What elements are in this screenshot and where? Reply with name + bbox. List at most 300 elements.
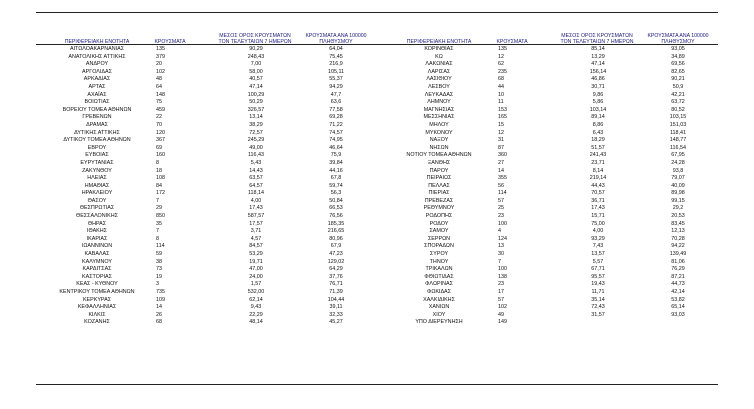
region-name: ΚΩ [435, 53, 443, 60]
table-row [38, 92, 378, 100]
avg-value: 63,57 [249, 175, 263, 182]
cases-value: 57 [498, 197, 504, 204]
cases-value: 30 [498, 251, 504, 258]
avg-value: 7,43 [592, 243, 604, 250]
left-table-body [38, 46, 378, 327]
per100k-value: 118,41 [669, 129, 687, 136]
per100k-value: 64,29 [329, 266, 343, 273]
cases-value: 153 [498, 106, 507, 113]
region-name: ΥΠΟ ΔΙΕΡΕΥΝΗΣΗ [415, 319, 463, 326]
table-row [38, 152, 378, 160]
per100k-value: 69,28 [329, 114, 343, 121]
per100k-value: 75,9 [330, 152, 342, 159]
avg-value: 53,29 [249, 251, 263, 258]
avg-value: 31,57 [591, 311, 605, 318]
region-name: ΚΙΛΚΙΣ [88, 311, 106, 318]
avg-value: 4,00 [592, 228, 604, 235]
avg-value: 44,43 [591, 182, 605, 189]
region-name: ΔΥΤΙΚΟΥ ΤΟΜΕΑ ΑΘΗΝΩΝ [63, 137, 131, 144]
region-name: ΑΡΓΟΛΙΔΑΣ [82, 68, 112, 75]
table-row [38, 122, 378, 130]
cases-value: 459 [156, 106, 165, 113]
region-name: ΠΑΡΟΥ [429, 167, 449, 174]
table-row [380, 92, 720, 100]
per100k-value: 44,16 [329, 167, 343, 174]
cases-value: 160 [156, 152, 165, 159]
table-row [380, 122, 720, 130]
left-table [38, 26, 378, 327]
cases-value: 135 [156, 46, 165, 52]
avg-value: 7,00 [250, 61, 262, 68]
region-name: ΑΙΤΩΛΟΑΚΑΡΝΑΝΙΑΣ [69, 46, 125, 52]
cases-value: 14 [156, 304, 162, 311]
cases-value: 26 [156, 311, 162, 318]
top-rule [36, 12, 718, 13]
cases-value: 22 [156, 114, 162, 121]
bottom-rule [36, 384, 718, 385]
cases-value: 8 [156, 235, 159, 242]
cases-value: 57 [498, 296, 504, 303]
per100k-value: 63,72 [671, 99, 685, 106]
region-name: ΑΝΑΤΟΛΙΚΗΣ ΑΤΤΙΚΗΣ [68, 53, 126, 60]
region-name: ΕΒΡΟΥ [87, 144, 107, 151]
avg-value: 17,57 [249, 220, 263, 227]
region-name: ΝΑΞΟΥ [429, 137, 449, 144]
region-name: ΘΗΡΑΣ [87, 220, 107, 227]
avg-value: 47,00 [249, 266, 263, 273]
header-7day-average: ΜΕΣΟΣ ΟΡΟΣ ΚΡΟΥΣΜΑΤΩΝ ΤΟΝ ΤΕΛΕΥΤΑΙΩΝ 7 ΗΜΕΡΩΝ [218, 33, 292, 46]
region-name: ΗΡΑΚΛΕΙΟΥ [81, 190, 113, 197]
table-row [380, 99, 720, 107]
header-cases: ΚΡΟΥΣΜΑΤΑ [154, 39, 186, 46]
region-name: ΣΕΡΡΩΝ [427, 235, 451, 242]
cases-value: 102 [498, 304, 507, 311]
table-row [38, 243, 378, 251]
per100k-value: 63,6 [330, 99, 342, 106]
per100k-value: 87,21 [671, 273, 685, 280]
per100k-value: 99,15 [671, 197, 685, 204]
avg-value: 587,57 [247, 213, 265, 220]
table-row [380, 243, 720, 251]
left-table-header [38, 26, 378, 46]
table-row [38, 251, 378, 259]
table-row [38, 175, 378, 183]
region-name: ΚΑΡΔΙΤΣΑΣ [82, 266, 112, 273]
per100k-value: 216,9 [329, 61, 343, 68]
avg-value: 4,57 [250, 235, 262, 242]
avg-value: 75,00 [591, 220, 605, 227]
cases-value: 18 [156, 167, 162, 174]
avg-value: 93,29 [591, 235, 605, 242]
per100k-value: 83,45 [671, 220, 685, 227]
table-row [380, 304, 720, 312]
per100k-value: 53,82 [671, 296, 685, 303]
avg-value: 13,57 [591, 251, 605, 258]
region-name: ΜΑΓΝΗΣΙΑΣ [423, 106, 455, 113]
table-row [38, 168, 378, 176]
avg-value: 22,29 [249, 311, 263, 318]
header-region: ΠΕΡΙΦΕΡΕΙΑΚΗ ΕΝΟΤΗΤΑ [406, 39, 472, 46]
table-row [380, 183, 720, 191]
region-name: ΚΟΡΙΝΘΙΑΣ [424, 46, 454, 52]
per100k-value: 67,95 [671, 152, 685, 159]
per100k-value: 55,37 [329, 76, 343, 83]
avg-value: 116,43 [247, 152, 265, 159]
cases-value: 44 [498, 83, 504, 90]
table-row [380, 213, 720, 221]
region-name: ΚΕΑΣ - ΚΥΘΝΟΥ [76, 281, 118, 288]
avg-value: 85,14 [591, 46, 605, 52]
header-cases-per-100k: ΚΡΟΥΣΜΑΤΑ ΑΝΑ 100000 ΠΛΗΘΥΣΜΟΥ [305, 33, 367, 46]
avg-value: 19,71 [249, 258, 263, 265]
cases-value: 10 [498, 91, 504, 98]
avg-value: 24,00 [249, 273, 263, 280]
table-row [38, 289, 378, 297]
region-name: ΞΑΝΘΗΣ [427, 159, 451, 166]
cases-value: 11 [498, 99, 504, 106]
cases-value: 20 [156, 61, 162, 68]
header-cases-per-100k: ΚΡΟΥΣΜΑΤΑ ΑΝΑ 100000 ΠΛΗΘΥΣΜΟΥ [647, 33, 709, 46]
table-row [38, 259, 378, 267]
table-row [380, 251, 720, 259]
table-row [380, 281, 720, 289]
cases-value: 235 [498, 68, 507, 75]
region-name: ΛΗΜΝΟΥ [427, 99, 451, 106]
avg-value: 3,71 [250, 228, 262, 235]
avg-value: 23,71 [591, 159, 605, 166]
region-name: ΤΗΝΟΥ [429, 258, 449, 265]
per100k-value: 39,11 [329, 304, 343, 311]
region-name: ΑΧΑΪΑΣ [87, 91, 107, 98]
per100k-value: 76,29 [671, 266, 685, 273]
region-name: ΙΘΑΚΗΣ [86, 228, 107, 235]
cases-value: 135 [498, 46, 507, 52]
region-name: ΚΑΒΑΛΑΣ [84, 251, 110, 258]
cases-value: 8 [156, 159, 159, 166]
table-row [38, 297, 378, 305]
avg-value: 326,57 [247, 106, 265, 113]
table-row [380, 46, 720, 54]
region-name: ΔΥΤΙΚΗΣ ΑΤΤΙΚΗΣ [74, 129, 120, 136]
table-row [380, 152, 720, 160]
table-row [38, 266, 378, 274]
table-row [380, 312, 720, 320]
right-table [380, 26, 720, 327]
avg-value: 67,71 [591, 266, 605, 273]
avg-value: 14,43 [249, 167, 263, 174]
region-name: ΝΟΤΙΟΥ ΤΟΜΕΑ ΑΘΗΝΩΝ [406, 152, 472, 159]
per100k-value: 32,33 [329, 311, 343, 318]
avg-value: 89,14 [591, 114, 605, 121]
cases-value: 38 [156, 258, 162, 265]
region-name: ΚΑΛΥΜΝΟΥ [82, 258, 112, 265]
per100k-value: 103,15 [669, 114, 687, 121]
avg-value: 4,00 [250, 197, 262, 204]
cases-value: 355 [498, 175, 507, 182]
per100k-value: 64,04 [329, 46, 343, 52]
region-name: ΧΙΟΥ [432, 311, 446, 318]
per100k-value: 93,05 [671, 46, 685, 52]
per100k-value: 42,14 [671, 289, 685, 295]
avg-value: 8,86 [592, 121, 604, 128]
per100k-value: 90,21 [671, 76, 685, 83]
avg-value: 95,57 [591, 273, 605, 280]
table-row [380, 168, 720, 176]
region-name: ΦΛΩΡΙΝΑΣ [425, 281, 453, 288]
table-row [38, 312, 378, 320]
avg-value: 50,29 [249, 99, 263, 106]
avg-value: 13,29 [591, 53, 605, 60]
cases-value: 12 [498, 53, 504, 60]
table-row [380, 160, 720, 168]
avg-value: 62,14 [249, 296, 263, 303]
region-name: ΑΡΚΑΔΙΑΣ [83, 76, 111, 83]
cases-value: 100 [498, 266, 507, 273]
cases-value: 68 [156, 319, 162, 326]
per100k-value: 139,49 [669, 251, 687, 258]
table-row [380, 236, 720, 244]
avg-value: 47,14 [591, 61, 605, 68]
cases-value: 102 [156, 68, 165, 75]
region-name: ΧΑΛΚΙΔΙΚΗΣ [423, 296, 455, 303]
per100k-value: 24,28 [671, 159, 685, 166]
per100k-value: 45,27 [329, 319, 343, 326]
avg-value: 5,57 [592, 258, 604, 265]
right-table-body [380, 46, 720, 327]
right-table-header [380, 26, 720, 46]
cases-value: 69 [156, 144, 162, 151]
table-row [380, 190, 720, 198]
region-name: ΘΑΣΟΥ [87, 197, 107, 204]
cases-value: 56 [498, 182, 504, 189]
per100k-value: 185,35 [327, 220, 345, 227]
avg-value: 17,43 [591, 205, 605, 212]
per100k-value: 216,65 [327, 228, 345, 235]
cases-value: 7 [156, 228, 159, 235]
avg-value: 5,86 [592, 99, 604, 106]
region-name: ΣΠΟΡΑΔΩΝ [424, 243, 454, 250]
cases-value: 23 [498, 213, 504, 220]
cases-value: 15 [498, 121, 504, 128]
per100k-value: 93,03 [671, 311, 685, 318]
region-name: ΘΕΣΣΑΛΟΝΙΚΗΣ [76, 213, 118, 220]
region-name: ΧΑΝΙΩΝ [428, 304, 450, 311]
table-row [38, 274, 378, 282]
avg-value: 84,57 [249, 243, 263, 250]
region-name: ΕΥΡΥΤΑΝΙΑΣ [80, 159, 114, 166]
table-row [38, 304, 378, 312]
cases-value: 64 [156, 83, 162, 90]
avg-value: 13,14 [249, 114, 263, 121]
avg-value: 64,57 [249, 182, 263, 189]
region-name: ΠΕΙΡΑΙΩΣ [426, 175, 452, 182]
avg-value: 49,00 [249, 144, 263, 151]
cases-value: 25 [498, 205, 504, 212]
avg-value: 38,29 [249, 121, 263, 128]
avg-value: 9,43 [250, 304, 262, 311]
table-row [380, 107, 720, 115]
table-row [38, 183, 378, 191]
cases-value: 59 [156, 251, 162, 258]
avg-value: 90,29 [249, 46, 263, 52]
per100k-value: 47,7 [330, 91, 342, 98]
per100k-value: 71,22 [329, 121, 343, 128]
cases-value: 87 [498, 144, 504, 151]
region-name: ΑΝΔΡΟΥ [85, 61, 109, 68]
table-row [38, 236, 378, 244]
avg-value: 18,29 [591, 137, 605, 144]
table-row [380, 205, 720, 213]
per100k-value: 94,29 [329, 83, 343, 90]
per100k-value: 77,58 [329, 106, 343, 113]
region-name: ΛΕΣΒΟΥ [428, 83, 450, 90]
avg-value: 30,71 [591, 83, 605, 90]
region-name: ΑΡΤΑΣ [88, 83, 106, 90]
table-row [380, 259, 720, 267]
per100k-value: 59,74 [329, 182, 343, 189]
header-cases: ΚΡΟΥΣΜΑΤΑ [496, 39, 528, 46]
avg-value: 248,43 [247, 53, 265, 60]
per100k-value: 34,89 [671, 53, 685, 60]
region-name: ΝΗΣΩΝ [429, 144, 449, 151]
cases-value: 114 [498, 190, 507, 197]
cases-value: 360 [498, 152, 507, 159]
per100k-value: 151,03 [669, 121, 687, 128]
per100k-value: 74,57 [329, 129, 343, 136]
per100k-value: 56,3 [330, 190, 342, 197]
cases-value: 120 [156, 129, 165, 136]
cases-value: 31 [498, 137, 504, 144]
per100k-value: 47,23 [329, 251, 343, 258]
table-row [38, 137, 378, 145]
table-row [380, 221, 720, 229]
region-name: ΠΕΛΛΑΣ [428, 182, 450, 189]
avg-value: 118,14 [247, 190, 265, 197]
avg-value: 58,00 [249, 68, 263, 75]
table-row [380, 137, 720, 145]
table-row [380, 61, 720, 69]
region-name: ΚΕΡΚΥΡΑΣ [82, 296, 112, 303]
cases-value: 73 [156, 266, 162, 273]
cases-value: 100 [498, 220, 507, 227]
region-name: ΗΛΕΙΑΣ [87, 175, 107, 182]
region-name: ΦΩΚΙΔΑΣ [427, 289, 451, 295]
per100k-value: 65,14 [671, 304, 685, 311]
table-row [380, 114, 720, 122]
table-row [380, 198, 720, 206]
avg-value: 36,71 [591, 197, 605, 204]
avg-value: 48,14 [249, 319, 263, 326]
per100k-value: 76,56 [329, 213, 343, 220]
per100k-value: 80,52 [671, 106, 685, 113]
region-name: ΣΑΜΟΥ [429, 228, 449, 235]
table-row [380, 297, 720, 305]
table-row [380, 274, 720, 282]
per100k-value: 50,9 [672, 83, 684, 90]
header-region: ΠΕΡΙΦΕΡΕΙΑΚΗ ΕΝΟΤΗΤΑ [64, 39, 130, 46]
avg-value: 103,14 [589, 106, 607, 113]
table-row [380, 145, 720, 153]
cases-value: 735 [156, 289, 165, 295]
region-name: ΜΥΚΟΝΟΥ [425, 129, 453, 136]
per100k-value: 148,77 [669, 137, 687, 144]
region-name: ΡΟΔΟΠΗΣ [425, 213, 453, 220]
avg-value: 100,29 [247, 91, 265, 98]
per100k-value: 70,28 [671, 235, 685, 242]
per100k-value: 105,11 [327, 68, 345, 75]
region-name: ΚΟΖΑΝΗΣ [84, 319, 110, 326]
table-row [380, 84, 720, 92]
table-row [38, 46, 378, 54]
cases-value: 109 [156, 296, 165, 303]
region-name: ΜΗΛΟΥ [429, 121, 449, 128]
region-name: ΘΕΣΠΡΩΤΙΑΣ [79, 205, 115, 212]
header-7day-average: ΜΕΣΟΣ ΟΡΟΣ ΚΡΟΥΣΜΑΤΩΝ ΤΟΝ ΤΕΛΕΥΤΑΙΩΝ 7 ΗΜΕΡΩΝ [560, 33, 634, 46]
table-row [38, 54, 378, 62]
per100k-value: 67,9 [330, 243, 342, 250]
cases-value: 367 [156, 137, 165, 144]
region-name: ΙΚΑΡΙΑΣ [86, 235, 108, 242]
region-name: ΛΑΣΙΘΙΟΥ [426, 76, 452, 83]
cases-value: 138 [498, 273, 507, 280]
region-name: ΠΙΕΡΙΑΣ [428, 190, 450, 197]
cases-value: 13 [498, 243, 504, 250]
cases-value: 14 [498, 167, 504, 174]
table-row [380, 175, 720, 183]
table-row [38, 114, 378, 122]
cases-value: 17 [498, 289, 504, 295]
table-row [380, 319, 720, 327]
cases-value: 23 [498, 281, 504, 288]
avg-value: 156,14 [589, 68, 607, 75]
avg-value: 8,14 [592, 167, 604, 174]
per100k-value: 69,56 [671, 61, 685, 68]
region-name: ΔΡΑΜΑΣ [86, 121, 108, 128]
cases-value: 172 [156, 190, 165, 197]
avg-value: 47,14 [249, 83, 263, 90]
avg-value: 5,43 [250, 159, 262, 166]
per100k-value: 40,09 [671, 182, 685, 189]
cases-value: 12 [498, 129, 504, 136]
region-name: ΖΑΚΥΝΘΟΥ [82, 167, 112, 174]
cases-value: 62 [498, 61, 504, 68]
cases-value: 850 [156, 213, 165, 220]
table-row [380, 76, 720, 84]
region-name: ΗΜΑΘΙΑΣ [84, 182, 110, 189]
avg-value: 245,29 [247, 137, 265, 144]
per100k-value: 12,13 [671, 228, 685, 235]
table-row [38, 205, 378, 213]
per100k-value: 44,73 [671, 281, 685, 288]
table-row [38, 84, 378, 92]
avg-value: 72,57 [249, 129, 263, 136]
cases-value: 148 [156, 91, 165, 98]
region-name: ΕΥΒΟΙΑΣ [85, 152, 109, 159]
per100k-value: 79,07 [671, 175, 685, 182]
region-name: ΛΑΡΙΣΑΣ [427, 68, 451, 75]
avg-value: 15,71 [591, 213, 605, 220]
table-row [38, 198, 378, 206]
table-row [380, 266, 720, 274]
table-row [38, 190, 378, 198]
cases-value: 48 [156, 76, 162, 83]
per100k-value: 94,22 [671, 243, 685, 250]
table-row [38, 130, 378, 138]
avg-value: 72,43 [591, 304, 605, 311]
table-row [38, 145, 378, 153]
per100k-value: 76,71 [329, 281, 343, 288]
region-name: ΤΡΙΚΑΛΩΝ [425, 266, 453, 273]
